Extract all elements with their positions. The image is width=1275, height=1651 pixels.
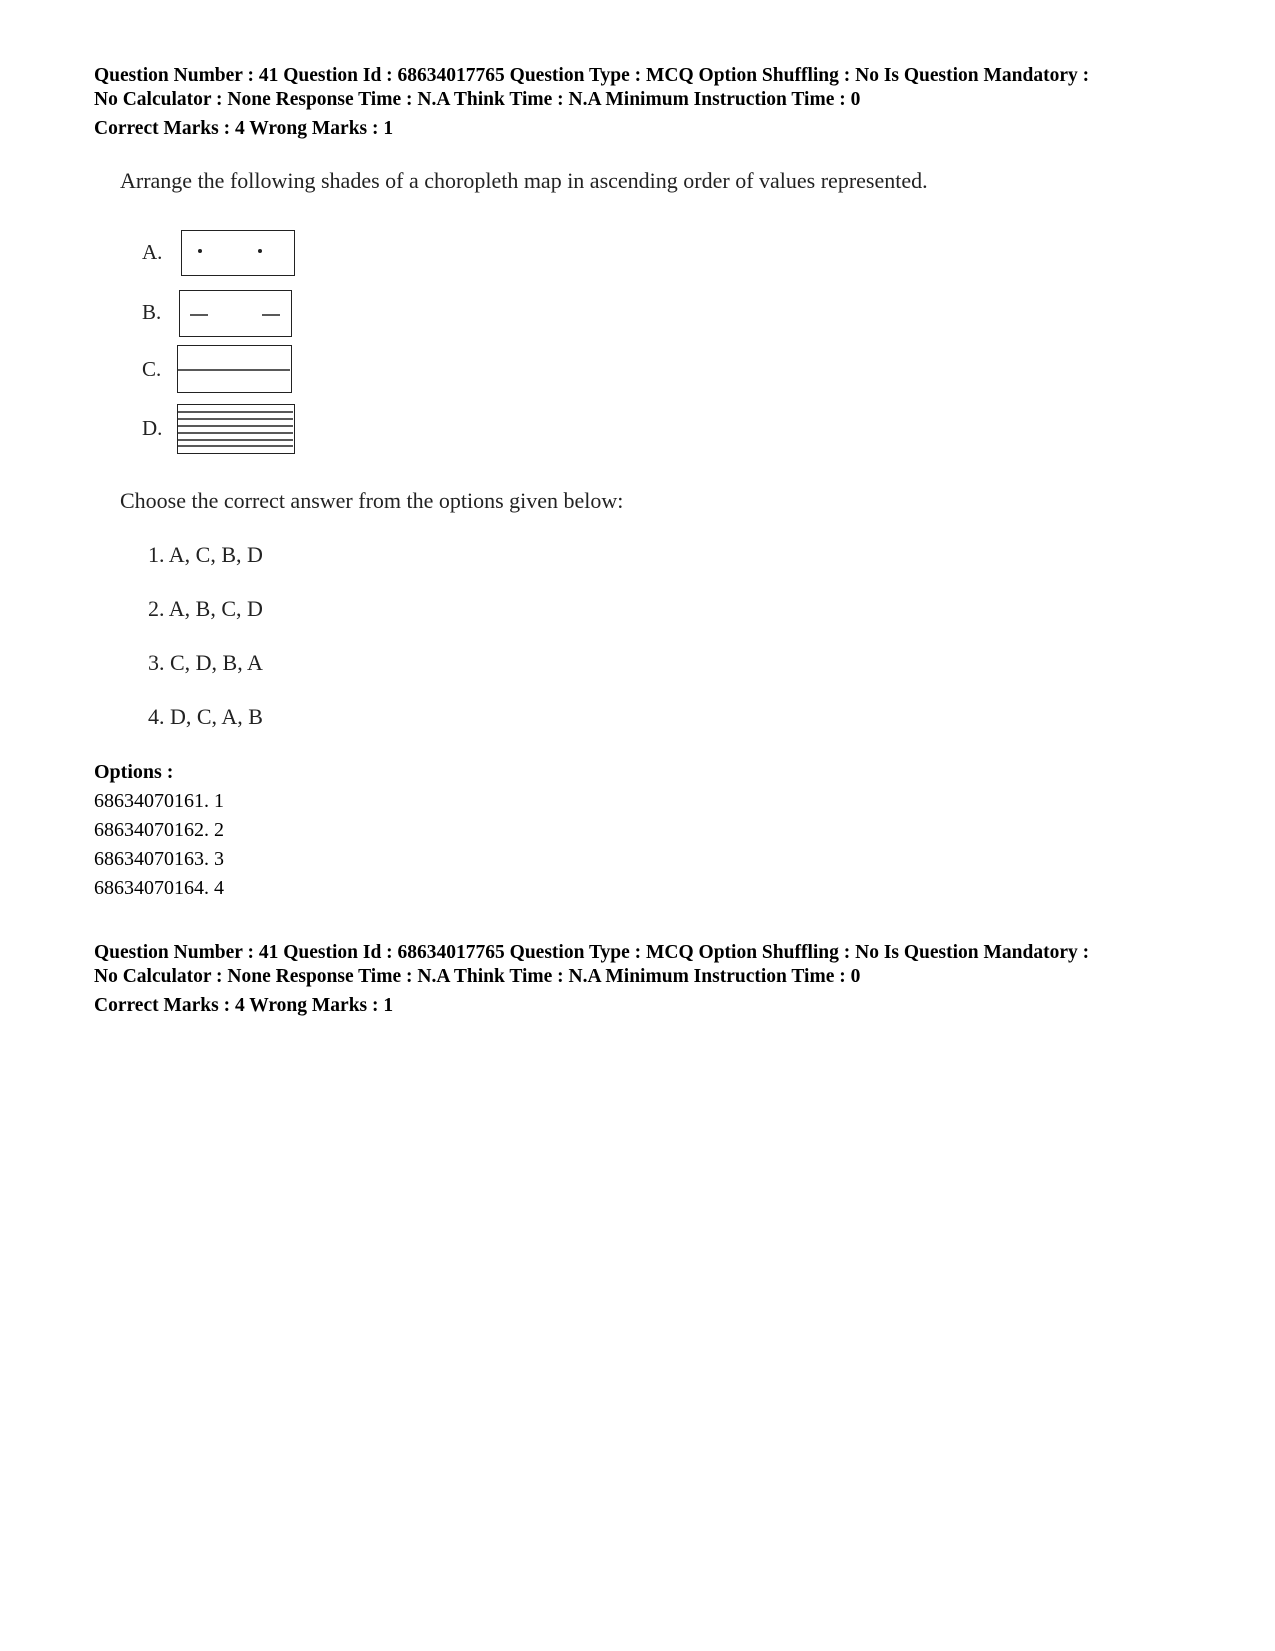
dots-pattern-icon bbox=[182, 231, 293, 274]
dashes-pattern-icon bbox=[180, 291, 290, 335]
shade-box-a-dots bbox=[181, 230, 295, 276]
meta-line-1: Question Number : 41 Question Id : 68634017765 Question Type : MCQ Option Shuffling : No Is Question Mandatory : bbox=[94, 65, 1090, 86]
footer-meta-marks: Correct Marks : 4 Wrong Marks : 1 bbox=[94, 995, 394, 1016]
answer-choice-1: 1. A, C, B, D bbox=[148, 542, 263, 567]
single-line-pattern-icon bbox=[178, 346, 290, 391]
shade-box-d-dense-lines bbox=[177, 404, 295, 454]
shade-label-a: A. bbox=[142, 240, 163, 264]
answer-choice-4: 4. D, C, A, B bbox=[148, 704, 263, 729]
meta-marks: Correct Marks : 4 Wrong Marks : 1 bbox=[94, 118, 394, 139]
option-item-2: 68634070162. 2 bbox=[94, 819, 224, 841]
dense-lines-pattern-icon bbox=[178, 405, 293, 452]
shade-label-c: C. bbox=[142, 357, 162, 381]
meta-line-2: No Calculator : None Response Time : N.A Think Time : N.A Minimum Instruction Time : 0 bbox=[94, 89, 861, 110]
question-meta-footer bbox=[94, 941, 1089, 1018]
options-title: Options : bbox=[94, 761, 174, 783]
answer-choice-2: 2. A, B, C, D bbox=[148, 596, 263, 621]
question-meta-header bbox=[94, 64, 1089, 141]
answer-choice-3: 3. C, D, B, A bbox=[148, 650, 263, 675]
question-stem: Arrange the following shades of a choropleth map in ascending order of values represented. bbox=[120, 168, 928, 193]
shade-box-b-dashes bbox=[179, 290, 292, 337]
option-item-4: 68634070164. 4 bbox=[94, 877, 224, 899]
shade-label-b: B. bbox=[142, 300, 162, 324]
footer-meta-line-1: Question Number : 41 Question Id : 68634017765 Question Type : MCQ Option Shuffling : No Is Question Mandatory : bbox=[94, 942, 1090, 963]
shade-box-c-single-line bbox=[177, 345, 292, 393]
option-item-3: 68634070163. 3 bbox=[94, 848, 224, 870]
question-instruction: Choose the correct answer from the options given below: bbox=[120, 488, 624, 513]
shade-label-d: D. bbox=[142, 416, 163, 440]
option-item-1: 68634070161. 1 bbox=[94, 790, 224, 812]
footer-meta-line-2: No Calculator : None Response Time : N.A Think Time : N.A Minimum Instruction Time : 0 bbox=[94, 966, 861, 987]
